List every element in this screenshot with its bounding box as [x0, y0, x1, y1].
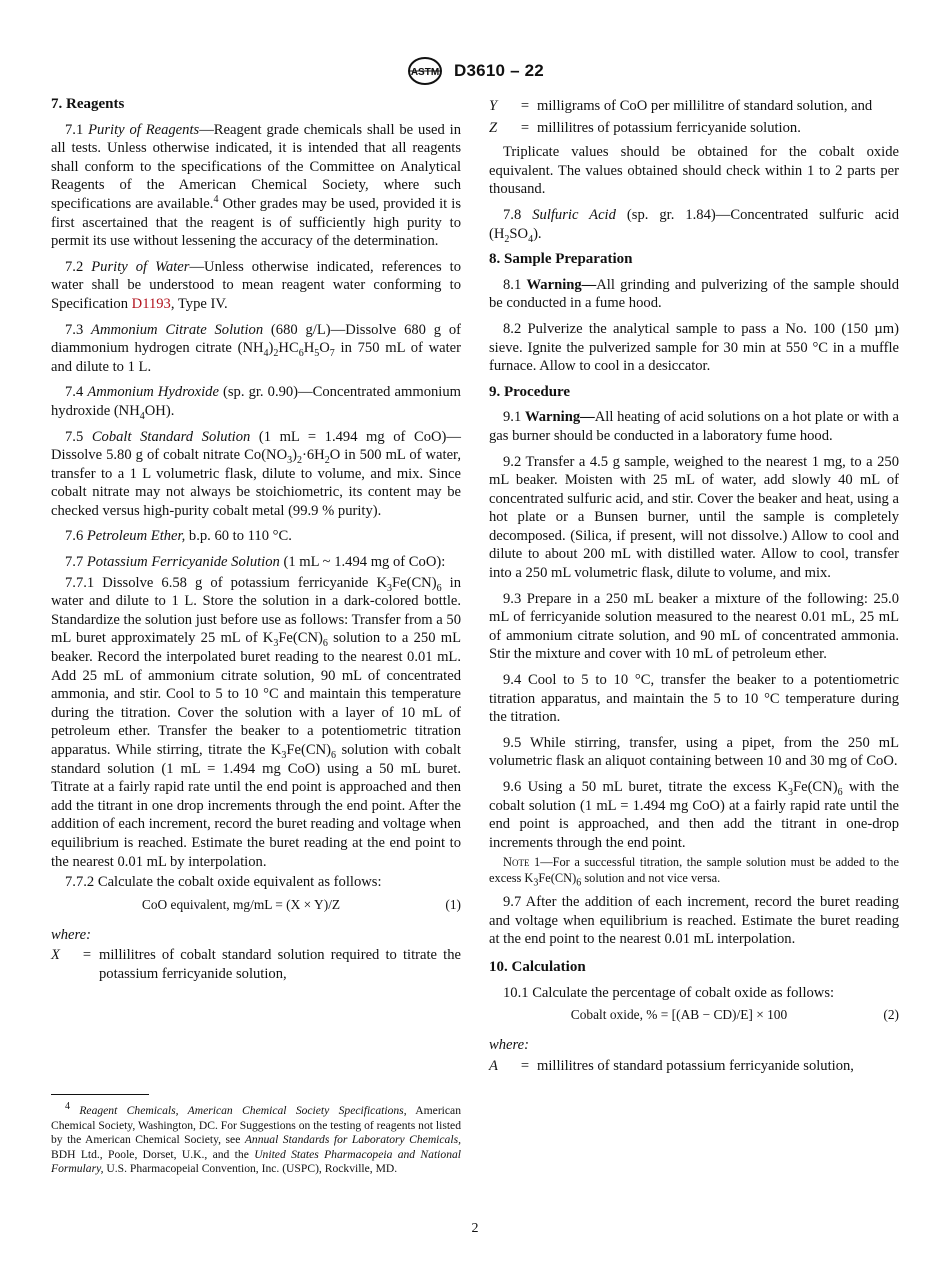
para-8-2: 8.2 Pulverize the analytical sample to pass a No. 100 (150 µm) sieve. Ignite the pulverized sample for 30 min at 550 °C in a muffle furnace. Allow to cool in a desiccator.: [489, 320, 899, 375]
right-column: [489, 97, 899, 1078]
where-label-2: where:: [489, 1037, 529, 1054]
para-9-4: 9.4 Cool to 5 to 10 °C, transfer the beaker to a potentiometric titration apparatus, and maintain the 5 to 10 °C temperature during the titration.: [489, 672, 899, 726]
para-7-4: 7.4 Ammonium Hydroxide (sp. gr. 0.90)—Concentrated ammonium hydroxide $(NH_4OH)$.: [51, 384, 461, 422]
para-7-6: 7.6 Petroleum Ether, b.p. 60 to 110 °C.: [65, 528, 292, 545]
equation-2: Cobalt oxide, % = [(AB − CD)/E] × 100 (2): [570, 1007, 899, 1023]
section-heading-calculation: 10. Calculation: [489, 958, 586, 975]
section-heading-procedure: 9. Procedure: [489, 383, 571, 400]
footnote-4: $^4$ Reagent Chemicals, American Chemical Society Specifications, American Chemical Society, Washington, DC. For Suggestions on the testing of reagents not listed by the American Chemical Society, see Annual Standards for Laboratory Chemicals, BDH Ltd., Poole, Dorset, U.K., and the United States Pharmacopeia and National Formulary, U.S. Pharmacopeial Convention, Inc. (USPC), Rockville, MD.: [51, 1101, 462, 1176]
definition-z: Z = millilitres of potassium ferricyanide solution.: [489, 119, 801, 136]
para-9-5: 9.5 While stirring, transfer, using a pipet, from the 250 mL volumetric flask an aliquot containing between 10 and 30 mg of CoO.: [489, 734, 899, 770]
equation-1: CoO equivalent, mg/mL = (X × Y)/Z (1): [141, 896, 461, 912]
para-9-1: 9.1 Warning—All heating of acid solutions on a hot plate or with a gas burner should be conducted in a laboratory fume hood.: [489, 409, 900, 444]
definition-x: X = millilitres of cobalt standard solution required to titrate the potassium ferricyanide solution,: [51, 947, 461, 982]
para-7-7-2: 7.7.2 Calculate the cobalt oxide equivalent as follows:: [65, 874, 382, 891]
svg-text:ASTM: ASTM: [410, 67, 440, 78]
para-9-7: 9.7 After the addition of each increment, record the buret reading and voltage when equilibrium is reached. Estimate the buret reading at the end point to the nearest 0.01 mL interpolation.: [489, 894, 899, 948]
definition-y: Y = milligrams of CoO per millilitre of standard solution, and: [489, 98, 873, 114]
document-id: D3610 – 22: [454, 61, 544, 80]
astm-logo-icon: [406, 56, 444, 86]
section-heading-reagents: 7. Reagents: [51, 96, 125, 112]
where-label: where:: [51, 926, 91, 943]
definition-a: A = millilitres of standard potassium ferricyanide solution,: [489, 1057, 854, 1074]
para-7-5: 7.5 Cobalt Standard Solution (1 mL = 1.494 mg of CoO)—Dissolve 5.80 g of cobalt nitrate $Co(NO_3)_2\cdot 6H_2O$ in 500 mL of water, transfer to a 1 L volumetric flask, dilute to volume, and mix. Since cobalt nitrate may not always be stoichiometric, its content may be checked versus high-purity cobalt metal (99.9 % purity).: [51, 428, 461, 519]
link-d1193[interactable]: D1193: [131, 295, 171, 312]
para-7-3: 7.3 Ammonium Citrate Solution (680 g/L)—Dissolve 680 g of diammonium hydrogen citrate $(NH_4)_2HC_6H_5O_7$ in 750 mL of water and dilute to 1 L.: [51, 321, 462, 375]
para-triplicate: Triplicate values should be obtained for the cobalt oxide equivalent. The values obtained should check within 1 to 2 parts per thousand.: [489, 144, 899, 198]
para-7-2: 7.2 Purity of Water—Unless otherwise indicated, references to water shall be understood to mean reagent water conforming to Specification D1193, Type IV.: [51, 258, 461, 312]
note-1: Note 1—For a successful titration, the sample solution must be added to the excess $K_3Fe(CN)_6$ solution and not vice versa.: [489, 855, 899, 889]
para-9-3: 9.3 Prepare in a 250 mL beaker a mixture of the following: 25.0 mL of ferricyanide solution measured to the nearest 0.01 mL, 25 mL of ammonium citrate solution, and 90 mL of concentrated ammonia. Stir the mixture and cover with 10 mL of petroleum ether.: [489, 590, 899, 663]
para-7-8: 7.8 Sulfuric Acid (sp. gr. 1.84)—Concentrated sulfuric acid $(H_2SO_4)$.: [489, 206, 900, 245]
footnote-rule: [51, 1094, 149, 1095]
para-8-1: 8.1 Warning—All grinding and pulverizing of the sample should be conducted in a fume hood.: [489, 276, 900, 312]
para-9-2: 9.2 Transfer a 4.5 g sample, weighed to the nearest 1 mg, to a 250 mL beaker. Moisten with 25 mL of water, add slowly 40 mL of concentrated sulfuric acid, and stir. Cover the beaker and heat, using a hot plate or a Bunsen burner, until the sample is completely decomposed. (Silica, if present, will not dissolve.) Allow to cool and dilute to about 200 mL with distilled water. Allow to cool, transfer into a 250 mL volumetric flask, dilute to volume, and mix.: [489, 453, 899, 582]
section-heading-sample-preparation: 8. Sample Preparation: [489, 251, 633, 268]
para-7-7-1: 7.7.1 Dissolve 6.58 g of potassium ferricyanide $K_3Fe(CN)_6$ in water and dilute to 1 L. Store the solution in a dark-colored bottle. Standardize the solution just before use as follows: Transfer from a 50 mL buret approximately 25 mL of $K_3Fe(CN)_6$ solution to a 250 mL beaker. Record the interpolated buret reading to the nearest 0.01 mL. Add 25 mL of ammonium citrate solution, 90 mL of concentrated ammonia, and stir. Cool to 5 to 10 °C and maintain this temperature during the titration. Cover the solution with a layer of 10 mL of petroleum ether. Transfer the beaker to a potentiometric titration apparatus. While stirring, titrate the $K_3Fe(CN)_6$ solution with cobalt standard solution (1 mL = 1.494 mg CoO) using a 50 mL buret. Titrate at a fairly rapid rate until the end point is approached and then add the titrant in one drop increments through the end point. After the addition of each increment, record the buret reading and voltage when equilibrium is reached. Estimate the buret reading at the end point to the nearest 0.01 mL by interpolation.: [51, 574, 462, 870]
para-7-1: 7.1 Purity of Reagents—Reagent grade chemicals shall be used in all tests. Unless otherwise indicated, it is intended that all reagents shall conform to the specifications of the Committee on Analytical Reagents of the American Chemical Society, where such specifications are available.$^4$ Other grades may be used, provided it is first ascertained that the reagent is of sufficiently high purity to permit its use without lessening the accuracy of the determination.: [51, 121, 462, 250]
page-header: [0, 56, 950, 86]
para-10-1: 10.1 Calculate the percentage of cobalt oxide as follows:: [503, 984, 835, 1001]
para-7-7: 7.7 Potassium Ferricyanide Solution (1 mL ~ 1.494 mg of CoO):: [65, 554, 446, 571]
para-9-6: 9.6 Using a 50 mL buret, titrate the excess $K_3Fe(CN)_6$ with the cobalt solution (1 mL = 1.494 mg CoO) at a fairly rapid rate until the end point is approached, and then add the titrant in one-drop increments through the end point.: [489, 779, 899, 851]
page-number: 2: [471, 1221, 479, 1236]
left-column: [51, 93, 461, 987]
